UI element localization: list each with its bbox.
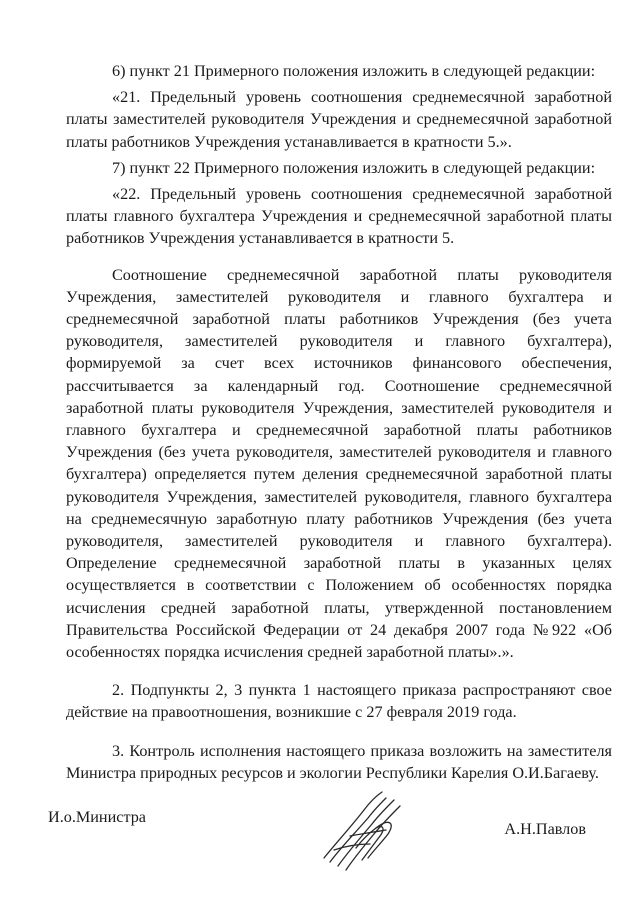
paragraph-clause-21: «21. Предельный уровень соотношения среднемесячной заработной платы заместителей руководителя Учреждения и среднемесячной заработной платы работников Учреждения устанавливается в кратности 5.».: [66, 88, 612, 151]
paragraph-effective-date: 2. Подпункты 2, 3 пункта 1 настоящего приказа распространяют свое действие на правоотношения, возникшие с 27 февраля 2019 года.: [66, 681, 612, 722]
paragraph-amendment-21-intro: 6) пункт 21 Примерного положения изложить в следующей редакции:: [112, 62, 596, 80]
document-body: [66, 60, 612, 784]
paragraph-ratio-calculation: Соотношение среднемесячной заработной платы руководителя Учреждения, заместителей руководителя и главного бухгалтера и среднемесячной заработной платы работников Учреждения (без учета руководителя, заместителей руководителя и главного бухгалтера), формируемой за счет всех источников финансового обеспечения, рассчитывается за календарный год. Соотношение среднемесячной заработной платы руководителя Учреждения, заместителей руководителя и главного бухгалтера и среднемесячной заработной платы работников Учреждения (без учета руководителя, заместителей руководителя и главного бухгалтера) определяется путем деления среднемесячной заработной платы руководителя Учреждения, заместителей руководителя, главного бухгалтера на среднемесячную заработную плату работников Учреждения (без учета руководителя, заместителей руководителя и главного бухгалтера). Определение среднемесячной заработной платы в указанных целях осуществляется в соответствии с Положением об особенностях порядка исчисления средней заработной платы, утвержденной постановлением Правительства Российской Федерации от 24 декабря 2007 года №922 «Об особенностях порядка исчисления средней заработной платы».».: [66, 265, 612, 662]
handwritten-signature-icon: [316, 788, 412, 872]
paragraph-control: 3. Контроль исполнения настоящего приказа возложить на заместителя Министра природных ресурсов и экологии Республики Карелия О.И.Багаеву.: [66, 741, 612, 782]
signatory-position: И.о.Министра: [48, 808, 146, 826]
paragraph-clause-22: «22. Предельный уровень соотношения среднемесячной заработной платы главного бухгалтера Учреждения и среднемесячной заработной платы работников Учреждения устанавливается в кратности 5.: [66, 185, 612, 248]
paragraph-amendment-22-intro: 7) пункт 22 Примерного положения изложить в следующей редакции:: [112, 158, 596, 177]
signatory-name: А.Н.Павлов: [504, 820, 586, 838]
